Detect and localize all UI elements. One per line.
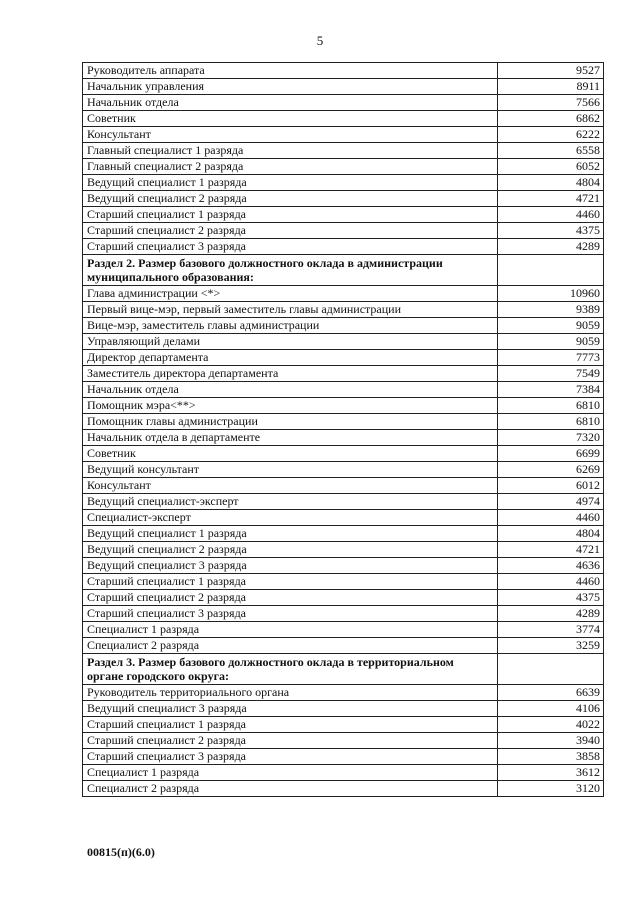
position-name: Управляющий делами	[83, 334, 498, 350]
table-row	[83, 63, 604, 79]
position-name: Старший специалист 1 разряда	[83, 717, 498, 733]
salary-value: 6269	[498, 462, 604, 478]
salary-value: 4289	[498, 606, 604, 622]
salary-value: 3774	[498, 622, 604, 638]
salary-value: 4721	[498, 542, 604, 558]
table-row	[83, 733, 604, 749]
salary-value: 7566	[498, 95, 604, 111]
salary-value: 4460	[498, 207, 604, 223]
table-row	[83, 494, 604, 510]
salary-value: 6012	[498, 478, 604, 494]
salary-table-body	[83, 63, 604, 797]
position-name: Старший специалист 2 разряда	[83, 733, 498, 749]
position-name: Советник	[83, 111, 498, 127]
table-row	[83, 590, 604, 606]
salary-value: 3120	[498, 781, 604, 797]
table-row	[83, 638, 604, 654]
salary-value: 4460	[498, 510, 604, 526]
salary-value: 6862	[498, 111, 604, 127]
salary-value: 7384	[498, 382, 604, 398]
position-name: Советник	[83, 446, 498, 462]
position-name: Помощник мэра<**>	[83, 398, 498, 414]
table-row	[83, 95, 604, 111]
position-name: Главный специалист 1 разряда	[83, 143, 498, 159]
position-name: Старший специалист 1 разряда	[83, 207, 498, 223]
table-row	[83, 159, 604, 175]
position-name: Ведущий специалист 3 разряда	[83, 558, 498, 574]
table-row	[83, 765, 604, 781]
table-row	[83, 334, 604, 350]
table-row	[83, 302, 604, 318]
position-name: Начальник отдела	[83, 95, 498, 111]
position-name: Специалист-эксперт	[83, 510, 498, 526]
position-name: Ведущий специалист-эксперт	[83, 494, 498, 510]
salary-value: 3940	[498, 733, 604, 749]
salary-value: 6810	[498, 414, 604, 430]
salary-value: 6558	[498, 143, 604, 159]
salary-value: 4375	[498, 223, 604, 239]
position-name: Старший специалист 3 разряда	[83, 239, 498, 255]
position-name: Ведущий специалист 2 разряда	[83, 191, 498, 207]
salary-value: 6699	[498, 446, 604, 462]
position-name: Заместитель директора департамента	[83, 366, 498, 382]
position-name: Ведущий специалист 2 разряда	[83, 542, 498, 558]
table-row	[83, 286, 604, 302]
salary-value: 9059	[498, 334, 604, 350]
salary-value: 4106	[498, 701, 604, 717]
table-row	[83, 350, 604, 366]
table-row	[83, 398, 604, 414]
salary-value: 6222	[498, 127, 604, 143]
table-row	[83, 446, 604, 462]
table-row	[83, 175, 604, 191]
salary-value: 9059	[498, 318, 604, 334]
position-name: Главный специалист 2 разряда	[83, 159, 498, 175]
section-header-row	[83, 654, 604, 685]
salary-value: 4804	[498, 175, 604, 191]
position-name: Старший специалист 2 разряда	[83, 223, 498, 239]
position-name: Старший специалист 3 разряда	[83, 606, 498, 622]
salary-value: 4289	[498, 239, 604, 255]
position-name: Ведущий специалист 1 разряда	[83, 526, 498, 542]
salary-value	[498, 255, 604, 286]
table-row	[83, 526, 604, 542]
position-name: Специалист 2 разряда	[83, 781, 498, 797]
position-name: Старший специалист 1 разряда	[83, 574, 498, 590]
table-row	[83, 143, 604, 159]
position-name: Специалист 1 разряда	[83, 765, 498, 781]
salary-value: 6810	[498, 398, 604, 414]
salary-value: 6639	[498, 685, 604, 701]
salary-value: 4721	[498, 191, 604, 207]
table-row	[83, 79, 604, 95]
section-header-row	[83, 255, 604, 286]
position-name: Первый вице-мэр, первый заместитель главы администрации	[83, 302, 498, 318]
table-row	[83, 318, 604, 334]
salary-value: 4022	[498, 717, 604, 733]
table-row	[83, 781, 604, 797]
table-row	[83, 366, 604, 382]
document-code: 00815(п)(6.0)	[87, 845, 155, 859]
table-row	[83, 223, 604, 239]
salary-value: 6052	[498, 159, 604, 175]
table-row	[83, 701, 604, 717]
table-row	[83, 239, 604, 255]
salary-value: 7773	[498, 350, 604, 366]
table-row	[83, 191, 604, 207]
page-number: 5	[316, 33, 324, 48]
position-name: Руководитель аппарата	[83, 63, 498, 79]
table-row	[83, 478, 604, 494]
table-row	[83, 622, 604, 638]
section-title: Раздел 3. Размер базового должностного оклада в территориальном органе городского округа:	[83, 654, 498, 685]
table-row	[83, 207, 604, 223]
salary-value: 9389	[498, 302, 604, 318]
position-name: Старший специалист 2 разряда	[83, 590, 498, 606]
salary-value: 4460	[498, 574, 604, 590]
salary-value: 7549	[498, 366, 604, 382]
position-name: Начальник управления	[83, 79, 498, 95]
position-name: Ведущий специалист 1 разряда	[83, 175, 498, 191]
salary-value: 3612	[498, 765, 604, 781]
table-row	[83, 430, 604, 446]
table-row	[83, 127, 604, 143]
salary-value: 4636	[498, 558, 604, 574]
position-name: Консультант	[83, 478, 498, 494]
table-row	[83, 574, 604, 590]
salary-value: 4804	[498, 526, 604, 542]
table-row	[83, 510, 604, 526]
position-name: Помощник главы администрации	[83, 414, 498, 430]
position-name: Специалист 2 разряда	[83, 638, 498, 654]
salary-value: 3259	[498, 638, 604, 654]
position-name: Директор департамента	[83, 350, 498, 366]
table-row	[83, 414, 604, 430]
position-name: Старший специалист 3 разряда	[83, 749, 498, 765]
table-row	[83, 685, 604, 701]
salary-value: 7320	[498, 430, 604, 446]
table-row	[83, 749, 604, 765]
position-name: Консультант	[83, 127, 498, 143]
table-row	[83, 542, 604, 558]
salary-value: 4375	[498, 590, 604, 606]
position-name: Ведущий специалист 3 разряда	[83, 701, 498, 717]
salary-table	[82, 62, 604, 797]
salary-value: 3858	[498, 749, 604, 765]
salary-value: 4974	[498, 494, 604, 510]
salary-value: 10960	[498, 286, 604, 302]
position-name: Глава администрации <*>	[83, 286, 498, 302]
table-row	[83, 111, 604, 127]
table-row	[83, 717, 604, 733]
position-name: Начальник отдела	[83, 382, 498, 398]
section-title: Раздел 2. Размер базового должностного оклада в администрации муниципального образования:	[83, 255, 498, 286]
salary-value	[498, 654, 604, 685]
salary-value: 8911	[498, 79, 604, 95]
position-name: Руководитель территориального органа	[83, 685, 498, 701]
table-row	[83, 606, 604, 622]
salary-value: 9527	[498, 63, 604, 79]
position-name: Специалист 1 разряда	[83, 622, 498, 638]
position-name: Вице-мэр, заместитель главы администрации	[83, 318, 498, 334]
position-name: Начальник отдела в департаменте	[83, 430, 498, 446]
position-name: Ведущий консультант	[83, 462, 498, 478]
table-row	[83, 558, 604, 574]
table-row	[83, 462, 604, 478]
table-row	[83, 382, 604, 398]
